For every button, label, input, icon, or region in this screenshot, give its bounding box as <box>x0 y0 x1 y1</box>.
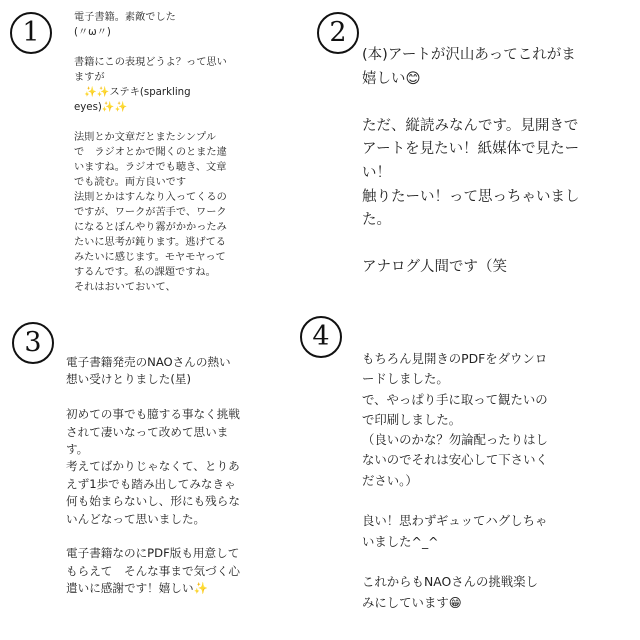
panel-text-3: 電子書籍発売のNAOさんの熱い 想い受けとりました(星) 初めての事でも臆する事なく挑戦 されて凄いなって改めて思いま す。 考えてばかりじゃなくて、とりあ えず1歩でも踏み出してみなきゃ 何も始まらないし、形にも残らな いんどなって思いました。 電子書籍なのにPDF版も用意して もらえて そんな事まで気づく心 遣いに感謝です！嬉しい✨ <box>66 355 240 596</box>
panel-number-1: 1 <box>10 12 52 54</box>
panel-number-2: 2 <box>317 12 359 54</box>
panel-number-4: 4 <box>300 316 342 358</box>
panel-text-2: (本)アートが沢山あってこれがま 嬉しい😊 ただ、縦読みなんです。見開きで アートを見たい！紙媒体で見たー い！ 触りたーい！って思っちゃいまし た。 アナログ人間です（笑 <box>362 47 580 276</box>
panel-text-1: 電子書籍。素敵でした (〃ω〃) 書籍にこの表現どうよ？って思い ますが ✨✨ステキ(sparkling eyes)✨✨ 法則とか文章だとまたシンプル で ラジオとかで聞くのとまた違 いますね。ラジオでも聴き、文章 でも読む。両方良いです 法則とかはすんなり入ってくるの ですが、ワークが苦手で、ワーク になるとぼんやり霧がかかったみ たいに思考が鈍ります。逃げてる みたいに感じます。モヤモヤって するんです。私の課題ですね。 それはおいておいて、 <box>74 12 227 293</box>
panel-number-3: 3 <box>12 322 54 364</box>
panel-text-4: もちろん見開きのPDFをダウンロ ードしました。 で、やっぱり手に取って観たいの で印刷しました。 （良いのかな？勿論配ったりはし ないのでそれは安心して下さいく ださい。） 良い！思わずギュッてハグしちゃ いました^_^ これからもNAOさんの挑戦楽し みにしています😁 <box>362 351 548 610</box>
